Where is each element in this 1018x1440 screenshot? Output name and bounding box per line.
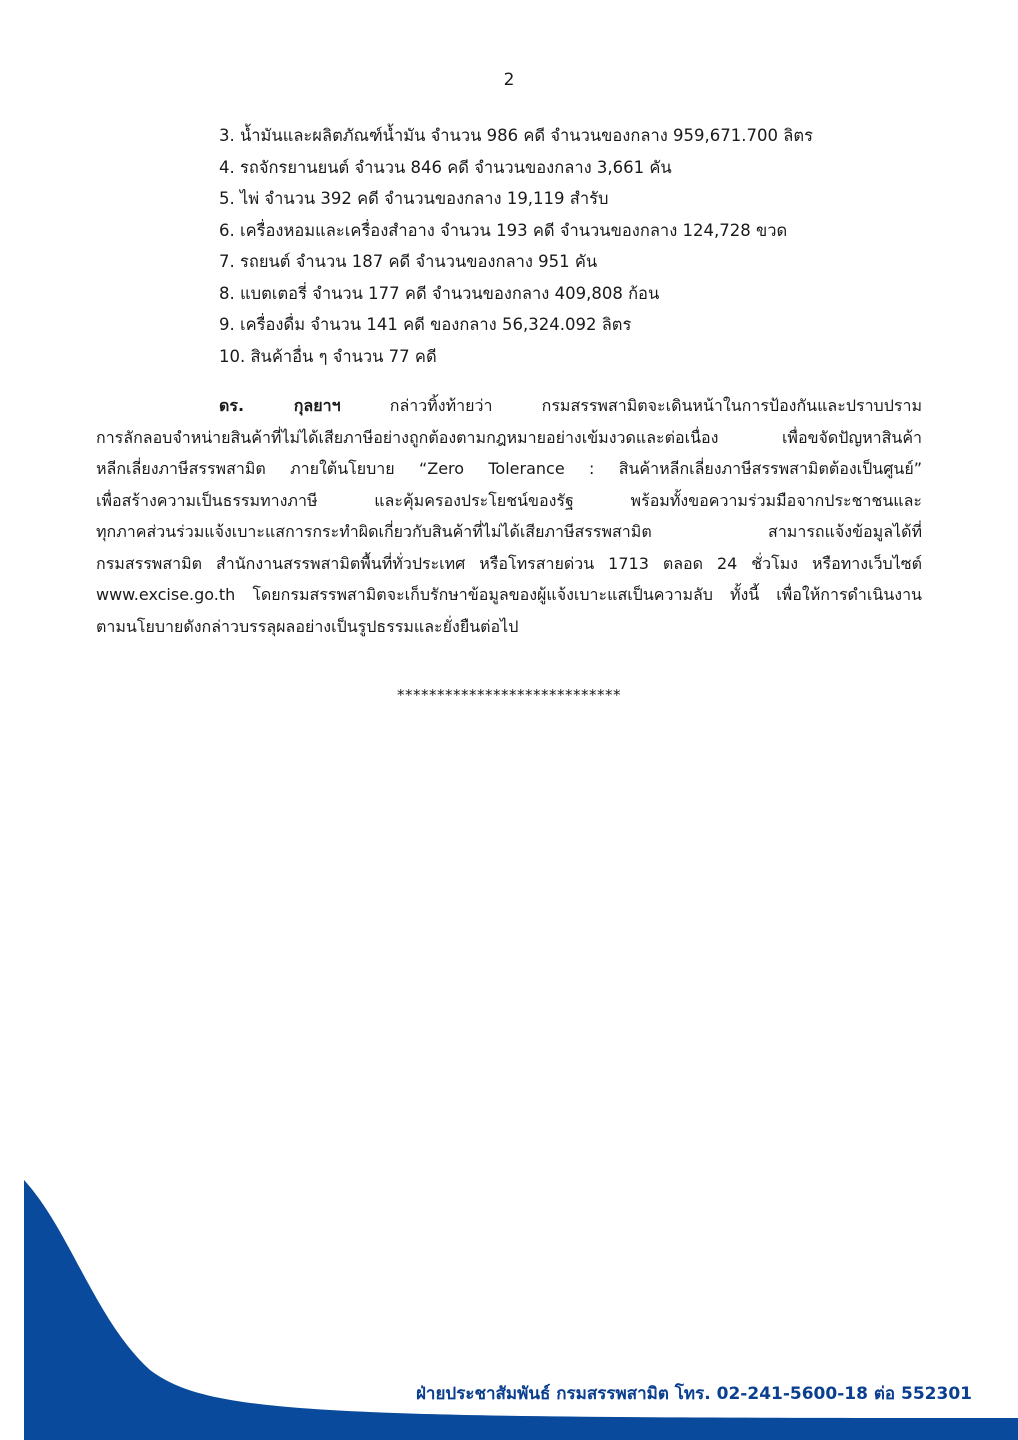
- speaker-name: ดร. กุลยาฯ: [219, 396, 341, 415]
- seizure-list: [219, 120, 939, 372]
- paragraph-line: ทุกภาคส่วนร่วมแจ้งเบาะแสการกระทำผิดเกี่ยวกับสินค้าที่ไม่ได้เสียภาษีสรรพสามิต สามารถแจ้งข้อมูลได้ที่: [96, 522, 922, 541]
- footer-contact: ฝ่ายประชาสัมพันธ์ กรมสรรพสามิต โทร. 02-241-5600-18 ต่อ 552301: [415, 1384, 972, 1404]
- paragraph-line: กรมสรรพสามิต สำนักงานสรรพสามิตพื้นที่ทั่วประเทศ หรือโทรสายด่วน 1713 ตลอด 24 ชั่วโมง หรือทางเว็บไซต์: [96, 553, 922, 573]
- paragraph-line: การลักลอบจำหน่ายสินค้าที่ไม่ได้เสียภาษีอย่างถูกต้องตามกฎหมายอย่างเข้มงวดและต่อเนื่อง เพื่อขจัดปัญหาสินค้า: [96, 427, 922, 447]
- end-separator: ****************************: [397, 686, 621, 704]
- list-item: 6. เครื่องหอมและเครื่องสำอาง จำนวน 193 คดี จำนวนของกลาง 124,728 ขวด: [219, 220, 788, 240]
- paragraph-line: ตามนโยบายดังกล่าวบรรลุผลอย่างเป็นรูปธรรมและยั่งยืนต่อไป: [96, 616, 519, 636]
- paragraph-line: หลีกเลี่ยงภาษีสรรพสามิต ภายใต้นโยบาย “Zero Tolerance : สินค้าหลีกเลี่ยงภาษีสรรพสามิตต้องเป็นศูนย์”: [96, 459, 922, 478]
- footer-wave-highlight: [24, 1180, 70, 1265]
- list-item: 4. รถจักรยานยนต์ จำนวน 846 คดี จำนวนของกลาง 3,661 คัน: [219, 157, 672, 177]
- paragraph-line: www.excise.go.th โดยกรมสรรพสามิตจะเก็บรักษาข้อมูลของผู้แจ้งเบาะแสเป็นความลับ ทั้งนี้ เพื่อให้การดำเนินงาน: [96, 585, 922, 604]
- paragraph-line: เพื่อสร้างความเป็นธรรมทางภาษี และคุ้มครองประโยชน์ของรัฐ พร้อมทั้งขอความร่วมมือจากประชาชนและ: [96, 490, 922, 510]
- paragraph-text: กล่าวทิ้งท้ายว่า กรมสรรพสามิตจะเดินหน้าในการป้องกันและปราบปราม: [389, 396, 922, 415]
- list-item: 9. เครื่องดื่ม จำนวน 141 คดี ของกลาง 56,324.092 ลิตร: [219, 315, 632, 334]
- paragraph-line: [96, 390, 922, 422]
- list-item: 7. รถยนต์ จำนวน 187 คดี จำนวนของกลาง 951 คัน: [219, 252, 598, 271]
- page-number: 2: [503, 70, 515, 90]
- list-item: 10. สินค้าอื่น ๆ จำนวน 77 คดี: [219, 346, 437, 366]
- closing-paragraph: [96, 390, 922, 642]
- list-item: 8. แบตเตอรี่ จำนวน 177 คดี จำนวนของกลาง 409,808 ก้อน: [219, 283, 660, 303]
- list-item: 3. น้ำมันและผลิตภัณฑ์น้ำมัน จำนวน 986 คดี จำนวนของกลาง 959,671.700 ลิตร: [219, 126, 813, 145]
- list-item: 5. ไพ่ จำนวน 392 คดี จำนวนของกลาง 19,119 สำรับ: [219, 189, 609, 208]
